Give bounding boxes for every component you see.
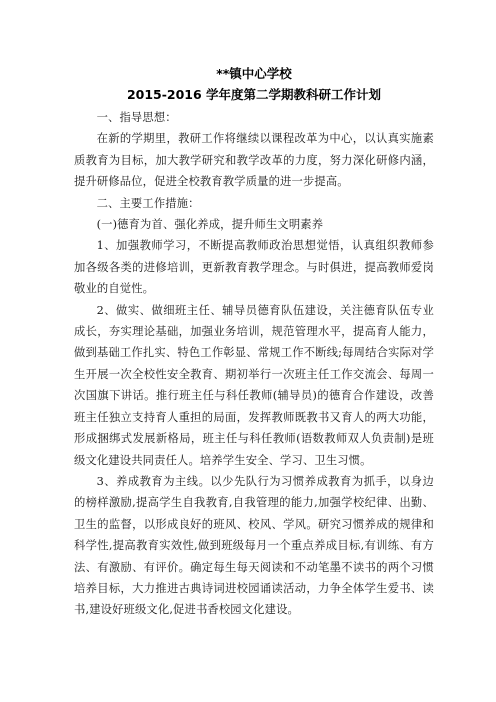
document-content <box>74 64 434 621</box>
document-body <box>74 107 434 621</box>
subsection-heading-moral-education: (一)德育为首、强化养成，提升师生文明素养 <box>96 218 324 232</box>
paragraph-item-3: 3、养成教育为主线。以少先队行为习惯养成教育为抓手，以身边的榜样激励,提高学生自我教育,自我管理的能力,加强学校纪律、出勤、卫生的监督，以形成良好的班风、校风、学风。研究习惯养成的规律和科学性,提高教育实效性,做到班级每月一个重点养成目标,有训练、有方法、有激励、有评价。确定每生每天阅读和不动笔墨不读书的两个习惯培养目标，大力推进古典诗词进校园诵读活动，力争全体学生爱书、读书,建设好班级文化,促进书香校园文化建设。 <box>74 474 434 617</box>
section-heading-guiding-ideology: 一、指导思想： <box>96 111 177 124</box>
document-title: 2015-2016 学年度第二学期教科研工作计划 <box>126 87 382 102</box>
paragraph-item-2: 2、做实、做细班主任、辅导员德育队伍建设，关注德育队伍专业成长，夯实理论基础，加强业务培训，规范管理水平，提高育人能力，做到基础工作扎实、特色工作彰显、常规工作不断线;每周结合实际对学生开展一次全校性安全教育、期初举行一次班主任工作交流会、每周一次国旗下讲话。推行班主任与科任教师(辅导员)的德育合作建设，改善班主任独立支持育人重担的局面，发挥教师既教书又育人的两大功能，形成捆绑式发展新格局，班主任与科任教师(语数教师双人负责制)是班级文化建设共同责任人。培养学生安全、学习、卫生习惯。 <box>74 303 434 467</box>
paragraph-item-1: 1、加强教师学习，不断提高教师政治思想觉悟，认真组织教师参加各级各类的进修培训，更新教育教学理念。与时俱进，提高教师爱岗敬业的自觉性。 <box>74 239 434 296</box>
school-name: **镇中心学校 <box>216 66 292 81</box>
paragraph-guiding-ideology: 在新的学期里，教研工作将继续以课程改革为中心，以认真实施素质教育为目标，加大教学研究和教学改革的力度，努力深化研修内涵，提升研修品位，促进全校教育教学质量的进一步提高。 <box>74 132 434 189</box>
section-heading-main-measures: 二、主要工作措施： <box>96 196 200 210</box>
